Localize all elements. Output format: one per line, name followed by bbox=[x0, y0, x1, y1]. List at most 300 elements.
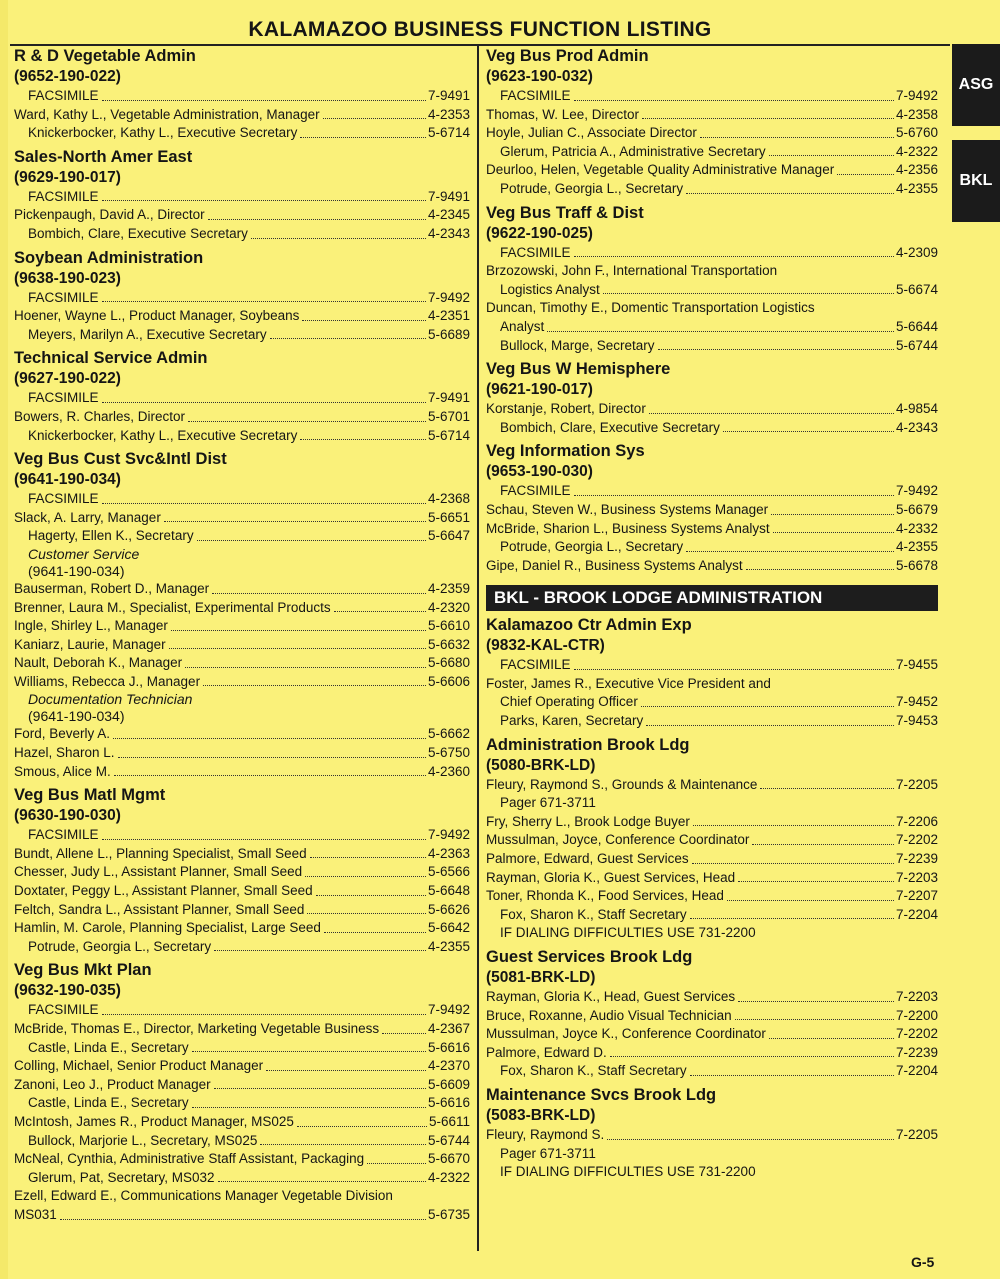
directory-entry bbox=[486, 244, 938, 263]
directory-entry bbox=[14, 938, 470, 957]
phone-extension: 7-2207 bbox=[895, 888, 938, 904]
entry-note: IF DIALING DIFFICULTIES USE 731-2200 bbox=[500, 925, 756, 941]
directory-entry bbox=[14, 636, 470, 655]
entry-name: Bauserman, Robert D., Manager bbox=[14, 580, 210, 596]
directory-entry bbox=[14, 490, 470, 509]
dot-leader bbox=[113, 738, 426, 739]
entry-name: FACSIMILE bbox=[28, 188, 99, 204]
dot-leader bbox=[310, 857, 426, 858]
phone-extension: 7-9492 bbox=[895, 483, 938, 499]
department-code: (5083-BRK-LD) bbox=[486, 1106, 596, 1124]
entry-name: Hazel, Sharon L. bbox=[14, 745, 115, 761]
dot-leader bbox=[118, 757, 426, 758]
dot-leader bbox=[212, 593, 426, 594]
entry-name: Glerum, Pat, Secretary, MS032 bbox=[28, 1169, 215, 1185]
department-code: (5080-BRK-LD) bbox=[486, 756, 596, 774]
phone-extension: 7-2203 bbox=[895, 989, 938, 1004]
department-section bbox=[486, 735, 938, 943]
dot-leader bbox=[574, 100, 894, 101]
directory-entry bbox=[486, 337, 938, 356]
dot-leader bbox=[690, 918, 894, 919]
directory-entry bbox=[14, 1132, 470, 1151]
directory-entry bbox=[14, 725, 470, 744]
dot-leader bbox=[316, 895, 426, 896]
phone-extension: 4-2370 bbox=[427, 1058, 470, 1074]
dot-leader bbox=[197, 540, 426, 541]
dot-leader bbox=[574, 669, 894, 670]
department-section bbox=[486, 46, 938, 199]
directory-entry bbox=[486, 557, 938, 576]
entry-name: Potrude, Georgia L., Secretary bbox=[500, 539, 684, 555]
dot-leader bbox=[642, 118, 894, 119]
department-name: Administration Brook Ldg bbox=[486, 735, 690, 754]
page-number: G-5 bbox=[911, 1254, 935, 1270]
right-column bbox=[486, 46, 938, 1186]
entry-note: Duncan, Timothy E., Domentic Transportation Logistics bbox=[486, 300, 815, 316]
phone-extension: 5-6644 bbox=[895, 318, 938, 334]
directory-entry bbox=[14, 654, 470, 673]
entry-name: MS031 bbox=[14, 1206, 57, 1222]
dot-leader bbox=[692, 863, 894, 864]
directory-entry bbox=[14, 617, 470, 636]
phone-extension: 7-9491 bbox=[427, 390, 470, 406]
subgroup-code: (9641-190-034) bbox=[28, 708, 125, 725]
entry-name: McIntosh, James R., Product Manager, MS025 bbox=[14, 1113, 294, 1129]
entry-note: Brzozowski, John F., International Transportation bbox=[486, 263, 778, 279]
dot-leader bbox=[102, 402, 426, 403]
dot-leader bbox=[658, 349, 894, 350]
dot-leader bbox=[837, 174, 894, 175]
department-section bbox=[486, 441, 938, 575]
directory-entry bbox=[486, 712, 938, 731]
phone-extension: 5-6566 bbox=[427, 864, 470, 880]
dot-leader bbox=[214, 950, 426, 951]
directory-entry bbox=[486, 143, 938, 162]
entry-name: Kaniarz, Laurie, Manager bbox=[14, 636, 166, 652]
directory-entry bbox=[486, 1007, 938, 1026]
directory-entry bbox=[486, 281, 938, 300]
dot-leader bbox=[382, 1033, 426, 1034]
department-code: (9641-190-034) bbox=[14, 471, 121, 489]
dot-leader bbox=[649, 413, 894, 414]
dot-leader bbox=[297, 1126, 427, 1127]
entry-name: Bombich, Clare, Executive Secretary bbox=[500, 419, 720, 435]
entry-note: Pager 671-3711 bbox=[500, 1145, 596, 1161]
dot-leader bbox=[771, 514, 894, 515]
directory-entry bbox=[486, 482, 938, 501]
directory-entry bbox=[486, 1062, 938, 1081]
directory-entry bbox=[486, 831, 938, 850]
entry-name: Glerum, Patricia A., Administrative Secretary bbox=[500, 143, 766, 159]
dot-leader bbox=[102, 1014, 426, 1015]
dot-leader bbox=[300, 137, 426, 138]
entry-name: Bullock, Marjorie L., Secretary, MS025 bbox=[28, 1132, 258, 1148]
dot-leader bbox=[102, 503, 426, 504]
dot-leader bbox=[307, 913, 426, 914]
directory-entry bbox=[14, 408, 470, 427]
department-section bbox=[14, 248, 470, 345]
entry-name: FACSIMILE bbox=[28, 390, 99, 406]
dot-leader bbox=[300, 439, 426, 440]
phone-extension: 4-2322 bbox=[895, 143, 938, 159]
entry-name: Pickenpaugh, David A., Director bbox=[14, 207, 205, 223]
phone-extension: 7-2204 bbox=[895, 1063, 938, 1079]
phone-extension: 7-9491 bbox=[427, 88, 470, 103]
entry-note: Ezell, Edward E., Communications Manager Vegetable Division bbox=[14, 1188, 393, 1204]
directory-entry bbox=[14, 206, 470, 225]
department-code: (9832-KAL-CTR) bbox=[486, 637, 605, 655]
department-section bbox=[486, 615, 938, 730]
entry-name: Chief Operating Officer bbox=[500, 694, 638, 710]
directory-entry bbox=[14, 1076, 470, 1095]
phone-extension: 5-6609 bbox=[427, 1076, 470, 1092]
entry-name: Korstanje, Robert, Director bbox=[486, 401, 646, 417]
directory-entry bbox=[14, 673, 470, 692]
directory-entry bbox=[486, 318, 938, 337]
dot-leader bbox=[324, 932, 426, 933]
entry-name: FACSIMILE bbox=[500, 483, 571, 499]
dot-leader bbox=[727, 900, 894, 901]
entry-name: Rayman, Gloria K., Head, Guest Services bbox=[486, 989, 736, 1004]
phone-extension: 5-6610 bbox=[427, 618, 470, 634]
dot-leader bbox=[164, 521, 426, 522]
entry-name: Meyers, Marilyn A., Executive Secretary bbox=[28, 326, 267, 342]
department-code: (9623-190-032) bbox=[486, 68, 593, 85]
entry-name: Bowers, R. Charles, Director bbox=[14, 408, 186, 424]
department-name: Veg Bus W Hemisphere bbox=[486, 360, 671, 379]
entry-name: FACSIMILE bbox=[28, 88, 99, 103]
dot-leader bbox=[260, 1144, 426, 1145]
entry-name: Knickerbocker, Kathy L., Executive Secretary bbox=[28, 427, 298, 443]
department-name: Sales-North Amer East bbox=[14, 147, 193, 166]
department-section bbox=[14, 348, 470, 445]
phone-extension: 4-2355 bbox=[895, 539, 938, 555]
directory-entry bbox=[14, 1039, 470, 1058]
department-name: Veg Bus Traff & Dist bbox=[486, 203, 644, 222]
directory-entry bbox=[14, 863, 470, 882]
department-code: (9622-190-025) bbox=[486, 224, 593, 242]
phone-extension: 7-2239 bbox=[895, 1044, 938, 1060]
dot-leader bbox=[693, 825, 894, 826]
phone-extension: 7-9492 bbox=[427, 827, 470, 843]
department-name: Guest Services Brook Ldg bbox=[486, 948, 693, 966]
entry-name: Castle, Linda E., Secretary bbox=[28, 1039, 189, 1055]
phone-extension: 5-6647 bbox=[427, 528, 470, 544]
department-name: Veg Bus Matl Mgmt bbox=[14, 786, 166, 805]
department-section bbox=[486, 1085, 938, 1182]
dot-leader bbox=[102, 200, 426, 201]
phone-extension: 5-6626 bbox=[427, 901, 470, 917]
phone-extension: 4-2351 bbox=[427, 308, 470, 324]
dot-leader bbox=[769, 1038, 894, 1039]
department-name: Soybean Administration bbox=[14, 248, 204, 267]
directory-entry bbox=[486, 887, 938, 906]
subgroup-code: (9641-190-034) bbox=[28, 562, 125, 579]
dot-leader bbox=[738, 881, 894, 882]
entry-name: Mussulman, Joyce K., Conference Coordinator bbox=[486, 1026, 766, 1042]
phone-extension: 5-6735 bbox=[427, 1206, 470, 1222]
directory-entry bbox=[14, 1206, 470, 1225]
entry-name: Colling, Michael, Senior Product Manager bbox=[14, 1058, 264, 1074]
entry-name: Palmore, Edward, Guest Services bbox=[486, 851, 689, 867]
directory-entry bbox=[14, 1094, 470, 1113]
phone-extension: 5-6750 bbox=[427, 745, 470, 761]
entry-name: Fleury, Raymond S. bbox=[486, 1126, 605, 1142]
dot-leader bbox=[746, 569, 894, 570]
directory-entry bbox=[14, 901, 470, 920]
entry-name: Bruce, Roxanne, Audio Visual Technician bbox=[486, 1007, 732, 1023]
entry-name: Fleury, Raymond S., Grounds & Maintenance bbox=[486, 776, 758, 792]
directory-entry bbox=[14, 225, 470, 244]
entry-name: Nault, Deborah K., Manager bbox=[14, 655, 183, 671]
dot-leader bbox=[102, 839, 426, 840]
phone-extension: 5-6680 bbox=[427, 655, 470, 671]
entry-name: Knickerbocker, Kathy L., Executive Secretary bbox=[28, 125, 298, 141]
phone-extension: 5-6701 bbox=[427, 408, 470, 424]
directory-entry bbox=[14, 124, 470, 143]
phone-extension: 7-2204 bbox=[895, 906, 938, 922]
department-code: (9621-190-017) bbox=[486, 381, 593, 399]
entry-name: Thomas, W. Lee, Director bbox=[486, 106, 640, 122]
directory-entry bbox=[486, 501, 938, 520]
entry-name: Slack, A. Larry, Manager bbox=[14, 509, 161, 525]
entry-name: McNeal, Cynthia, Administrative Staff Assistant, Packaging bbox=[14, 1151, 365, 1167]
entry-name: Bombich, Clare, Executive Secretary bbox=[28, 225, 248, 241]
department-code: (9638-190-023) bbox=[14, 269, 121, 287]
department-section bbox=[14, 147, 470, 244]
department-code: (9632-190-035) bbox=[14, 982, 121, 1000]
phone-extension: 7-9452 bbox=[895, 694, 938, 710]
phone-extension: 5-6744 bbox=[895, 337, 938, 353]
department-code: (9630-190-030) bbox=[14, 807, 121, 825]
directory-entry bbox=[486, 693, 938, 712]
phone-extension: 7-9492 bbox=[895, 88, 938, 103]
dot-leader bbox=[603, 293, 894, 294]
phone-extension: 5-6642 bbox=[427, 920, 470, 936]
entry-name: Bundt, Allene L., Planning Specialist, Small Seed bbox=[14, 845, 307, 861]
directory-entry bbox=[14, 307, 470, 326]
department-section bbox=[486, 947, 938, 1081]
department-name: Veg Bus Prod Admin bbox=[486, 47, 649, 65]
phone-extension: 7-9492 bbox=[427, 1002, 470, 1018]
directory-entry bbox=[486, 776, 938, 795]
phone-extension: 7-9455 bbox=[895, 657, 938, 673]
entry-name: Potrude, Georgia L., Secretary bbox=[28, 938, 212, 954]
directory-entry bbox=[14, 289, 470, 308]
phone-extension: 4-2360 bbox=[427, 763, 470, 779]
dot-leader bbox=[547, 331, 894, 332]
phone-extension: 7-2205 bbox=[895, 776, 938, 792]
dot-leader bbox=[686, 193, 894, 194]
dot-leader bbox=[60, 1219, 426, 1220]
directory-entry bbox=[486, 1044, 938, 1063]
phone-extension: 7-9453 bbox=[895, 713, 938, 729]
dot-leader bbox=[700, 137, 894, 138]
dot-leader bbox=[574, 495, 894, 496]
phone-extension: 4-2309 bbox=[895, 244, 938, 260]
entry-name: FACSIMILE bbox=[500, 88, 571, 103]
dot-leader bbox=[760, 788, 894, 789]
phone-extension: 5-6648 bbox=[427, 883, 470, 899]
phone-extension: 5-6678 bbox=[895, 557, 938, 573]
dot-leader bbox=[752, 844, 894, 845]
directory-entry bbox=[486, 906, 938, 925]
directory-entry bbox=[14, 763, 470, 782]
directory-entry bbox=[486, 520, 938, 539]
phone-extension: 4-2320 bbox=[427, 599, 470, 615]
directory-entry bbox=[486, 419, 938, 438]
entry-name: Ford, Beverly A. bbox=[14, 726, 111, 742]
phone-extension: 5-6714 bbox=[427, 125, 470, 141]
dot-leader bbox=[102, 301, 426, 302]
directory-entry bbox=[14, 826, 470, 845]
phone-extension: 4-2355 bbox=[427, 938, 470, 954]
phone-extension: 4-2359 bbox=[427, 580, 470, 596]
dot-leader bbox=[735, 1019, 894, 1020]
directory-entry bbox=[14, 1020, 470, 1039]
directory-entry bbox=[14, 326, 470, 345]
dot-leader bbox=[723, 431, 894, 432]
dot-leader bbox=[641, 706, 894, 707]
entry-name: Schau, Steven W., Business Systems Manager bbox=[486, 501, 769, 517]
left-column bbox=[14, 46, 470, 1229]
phone-extension: 5-6674 bbox=[895, 281, 938, 297]
department-name: Veg Bus Cust Svc&Intl Dist bbox=[14, 450, 227, 469]
tab-asg[interactable]: ASG bbox=[952, 44, 1000, 126]
phone-extension: 4-2345 bbox=[427, 207, 470, 223]
dot-leader bbox=[686, 551, 894, 552]
phone-extension: 4-2343 bbox=[427, 225, 470, 241]
phone-extension: 5-6689 bbox=[427, 326, 470, 342]
phone-extension: 5-6606 bbox=[427, 673, 470, 689]
dot-leader bbox=[646, 725, 894, 726]
phone-extension: 5-6670 bbox=[427, 1151, 470, 1167]
dot-leader bbox=[114, 775, 426, 776]
department-section bbox=[486, 359, 938, 437]
entry-name: Potrude, Georgia L., Secretary bbox=[500, 180, 684, 196]
phone-extension: 7-2202 bbox=[895, 832, 938, 848]
phone-extension: 4-2332 bbox=[895, 520, 938, 536]
directory-entry bbox=[14, 509, 470, 528]
department-code: (9629-190-017) bbox=[14, 168, 121, 186]
directory-entry bbox=[486, 180, 938, 199]
entry-note: IF DIALING DIFFICULTIES USE 731-2200 bbox=[500, 1164, 756, 1180]
entry-name: Rayman, Gloria K., Guest Services, Head bbox=[486, 869, 736, 885]
directory-entry bbox=[14, 845, 470, 864]
directory-entry bbox=[486, 106, 938, 125]
entry-name: FACSIMILE bbox=[28, 1002, 99, 1018]
dot-leader bbox=[334, 611, 426, 612]
department-section bbox=[14, 785, 470, 956]
phone-extension: 5-6662 bbox=[427, 726, 470, 742]
directory-entry bbox=[14, 1169, 470, 1188]
entry-name: Logistics Analyst bbox=[500, 281, 600, 297]
dot-leader bbox=[769, 155, 894, 156]
dot-leader bbox=[367, 1163, 426, 1164]
dot-leader bbox=[305, 876, 426, 877]
department-name: Veg Information Sys bbox=[486, 442, 645, 461]
entry-name: Palmore, Edward D. bbox=[486, 1044, 607, 1060]
binding-edge bbox=[0, 0, 8, 1279]
dot-leader bbox=[738, 1001, 894, 1002]
directory-entry bbox=[14, 599, 470, 618]
phone-extension: 4-9854 bbox=[895, 401, 938, 417]
directory-entry bbox=[486, 869, 938, 888]
dot-leader bbox=[102, 100, 426, 101]
directory-entry bbox=[14, 882, 470, 901]
entry-name: Bullock, Marge, Secretary bbox=[500, 337, 655, 353]
entry-name: Smous, Alice M. bbox=[14, 763, 111, 779]
entry-name: Toner, Rhonda K., Food Services, Head bbox=[486, 888, 724, 904]
entry-name: Fry, Sherry L., Brook Lodge Buyer bbox=[486, 813, 690, 829]
directory-entry bbox=[486, 161, 938, 180]
department-code: (9653-190-030) bbox=[486, 463, 593, 481]
phone-extension: 7-2203 bbox=[895, 869, 938, 885]
department-name: R & D Vegetable Admin bbox=[14, 47, 196, 65]
directory-entry bbox=[14, 580, 470, 599]
entry-name: Parks, Karen, Secretary bbox=[500, 713, 644, 729]
page-title: KALAMAZOO BUSINESS FUNCTION LISTING bbox=[248, 18, 712, 41]
entry-name: Williams, Rebecca J., Manager bbox=[14, 673, 201, 689]
department-code: (9627-190-022) bbox=[14, 370, 121, 388]
directory-entry bbox=[486, 813, 938, 832]
phone-extension: 5-6760 bbox=[895, 125, 938, 141]
dot-leader bbox=[214, 1088, 426, 1089]
phone-extension: 4-2322 bbox=[427, 1169, 470, 1185]
department-code: (9652-190-022) bbox=[14, 68, 121, 85]
entry-name: McBride, Thomas E., Director, Marketing Vegetable Business bbox=[14, 1021, 380, 1036]
directory-entry bbox=[14, 744, 470, 763]
directory-entry bbox=[14, 87, 470, 106]
entry-name: Brenner, Laura M., Specialist, Experimental Products bbox=[14, 599, 331, 615]
directory-entry bbox=[14, 1001, 470, 1020]
phone-extension: 7-2239 bbox=[895, 851, 938, 867]
department-name: Kalamazoo Ctr Admin Exp bbox=[486, 616, 692, 635]
phone-extension: 4-2343 bbox=[895, 419, 938, 435]
department-code: (5081-BRK-LD) bbox=[486, 969, 596, 986]
phone-extension: 7-9492 bbox=[427, 289, 470, 305]
dot-leader bbox=[192, 1051, 426, 1052]
directory-entry bbox=[486, 538, 938, 557]
phone-extension: 7-2206 bbox=[895, 813, 938, 829]
directory-entry bbox=[14, 1113, 470, 1132]
dot-leader bbox=[185, 667, 426, 668]
phone-extension: 5-6714 bbox=[427, 427, 470, 443]
directory-entry bbox=[486, 1126, 938, 1145]
entry-note: Foster, James R., Executive Vice President and bbox=[486, 675, 771, 691]
department-section bbox=[14, 46, 470, 143]
entry-name: Gipe, Daniel R., Business Systems Analyst bbox=[486, 557, 743, 573]
phone-extension: 5-6616 bbox=[427, 1095, 470, 1111]
directory-entry bbox=[486, 400, 938, 419]
department-name: Technical Service Admin bbox=[14, 349, 208, 368]
tab-bkl[interactable]: BKL bbox=[952, 140, 1000, 222]
entry-name: FACSIMILE bbox=[28, 289, 99, 305]
dot-leader bbox=[607, 1139, 894, 1140]
phone-extension: 7-2205 bbox=[895, 1126, 938, 1142]
dot-leader bbox=[218, 1181, 426, 1182]
directory-entry bbox=[486, 656, 938, 675]
dot-leader bbox=[773, 532, 894, 533]
department-section bbox=[14, 960, 470, 1224]
dot-leader bbox=[171, 630, 426, 631]
department-name: Maintenance Svcs Brook Ldg bbox=[486, 1085, 717, 1104]
phone-extension: 5-6611 bbox=[428, 1113, 470, 1129]
directory-entry bbox=[486, 124, 938, 143]
subgroup-name: Customer Service bbox=[28, 545, 140, 562]
phone-extension: 4-2358 bbox=[895, 106, 938, 122]
phone-extension: 4-2353 bbox=[427, 106, 470, 122]
